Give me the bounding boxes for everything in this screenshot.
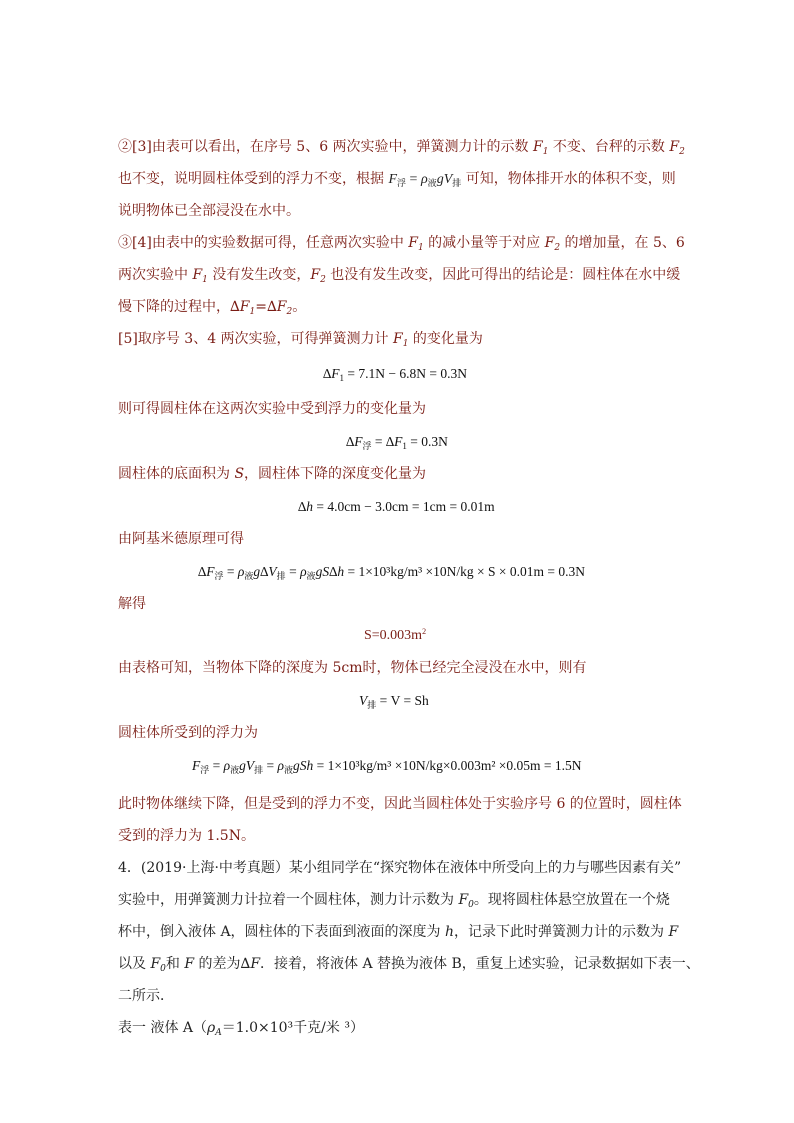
question-4-line-2: 实验中，用弹簧测力计拉着一个圆柱体，测力计示数为 $F_0$。现将圆柱体悬空放置在一个烧 — [118, 892, 670, 910]
paragraph-2-line-3: 说明物体已全部浸没在水中。 — [118, 203, 300, 219]
equation-delta-f1: $\Delta F_1 = 7.1N - 6.8N = 0.3N$ — [323, 366, 467, 383]
step-5-text-8: 此时物体继续下降，但是受到的浮力不变，因此当圆柱体处于实验序号 6 的位置时，圆柱体 — [118, 796, 682, 812]
equation-delta-buoyancy: $\Delta F_浮 = \Delta F_1 = 0.3N$ — [346, 434, 448, 451]
equation-delta-h: ∆h = 4.0cm − 3.0cm = 1cm = 0.01m — [298, 499, 495, 514]
step-5-text-7: 圆柱体所受到的浮力为 — [118, 725, 258, 741]
equation-v-displaced: $V_排 = V = Sh$ — [359, 693, 429, 710]
paragraph-3-line-2: 两次实验中 $F_1$ 没有发生改变，$F_2$ 也没有发生改变，因此可得出的结论是：圆柱体在水中缓 — [118, 267, 681, 285]
step-5-text-3: 圆柱体的底面积为 S，圆柱体下降的深度变化量为 — [118, 466, 427, 482]
text: 不变、台秤的示数 — [548, 139, 670, 155]
question-4-line-4: 以及 $F_0$和 F 的差为∆F．接着，将液体 A 替换为液体 B，重复上述实验，记录数据如下表一、 — [118, 956, 700, 974]
text: ②[3]由表可以看出，在序号 5、6 两次实验中，弹簧测力计的示数 — [118, 139, 533, 155]
step-5-text-5: 解得 — [118, 596, 146, 612]
text: 可知，物体排开水的体积不变，则 — [461, 171, 676, 187]
text: 也不变，说明圆柱体受到的浮力不变，根据 — [118, 171, 389, 187]
equation-archimedes: $\Delta F_浮 = \rho_液g\Delta V_排 = \rho_液gS\Delta h = 1\times 10^3kg/m^3 \times 10N/kg \times S \times 0.01m = 0.3N$ — [198, 564, 585, 581]
equation-s-result: $S=0.003m^2$ — [364, 627, 427, 643]
paragraph-2-line-1 — [118, 138, 685, 156]
question-4-line-1: 4．(2019·上海·中考真题）某小组同学在“探究物体在液体中所受向上的力与哪些因素有关” — [118, 860, 682, 876]
paragraph-3-line-3: 慢下降的过程中，$\Delta F_1=\Delta F_2$。 — [118, 299, 307, 317]
var-f1: $F_1$ — [533, 139, 549, 157]
step-5-intro: [5]取序号 3、4 两次实验，可得弹簧测力计 $F_1$ 的变化量为 — [118, 331, 483, 349]
question-4-line-3: 杯中，倒入液体 A，圆柱体的下表面到液面的深度为 h，记录下此时弹簧测力计的示数为 F — [118, 924, 679, 940]
step-5-text-9: 受到的浮力为 1.5N。 — [118, 828, 255, 844]
step-5-text-4: 由阿基米德原理可得 — [118, 531, 244, 547]
step-5-text-6: 由表格可知，当物体下降的深度为 5cm时，物体已经完全浸没在水中，则有 — [118, 660, 587, 676]
paragraph-3-line-1: ③[4]由表中的实验数据可得，任意两次实验中 $F_1$ 的减小量等于对应 $F_2$ 的增加量，在 5、6 — [118, 235, 685, 253]
equation-buoyancy-final: $F_浮 = \rho_液gV_排 = \rho_液gSh = 1\times 10^3kg/m^3 \times 10N/kg\times 0.003m^2 \times 0.05m = 1.5N$ — [192, 758, 582, 775]
formula-buoyancy: $F_浮 = \rho_液gV_排$ — [388, 172, 462, 188]
paragraph-2-line-2 — [118, 170, 676, 189]
table-1-caption: 表一 液体 $A(\rho_A=1.0\times 10^3$千克/米 ³） — [118, 1020, 364, 1038]
step-5-text-2: 则可得圆柱体在这两次实验中受到浮力的变化量为 — [118, 401, 426, 417]
var-f2: $F_2$ — [669, 139, 685, 157]
question-4-line-5: 二所示． — [118, 988, 174, 1004]
